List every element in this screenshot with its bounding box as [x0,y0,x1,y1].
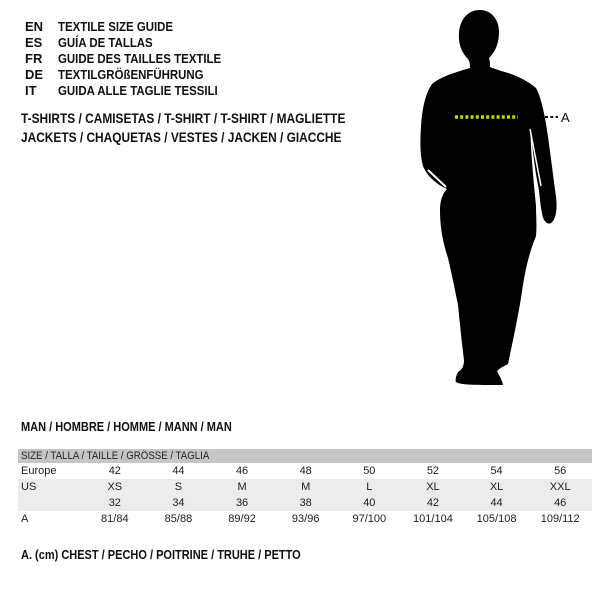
language-row-de [25,66,243,82]
size-cell: M [301,481,311,493]
category-line-tshirts: T-SHIRTS / CAMISETAS / T-SHIRT / T-SHIRT / MAGLIETTE [21,109,346,126]
category-line-jackets: JACKETS / CHAQUETAS / VESTES / JACKEN / GIACCHE [21,129,342,146]
man-silhouette [420,10,556,385]
size-cell: 97/100 [352,513,387,525]
size-cell: XL [426,481,440,493]
size-cell: 38 [299,497,312,509]
language-title: GUIDE DES TAILLES TEXTILE [58,50,222,66]
size-cell: 46 [554,497,567,509]
size-cell: 105/108 [476,513,517,525]
size-cell: XXL [549,481,571,493]
size-table-header: SIZE / TALLA / TAILLE / GRÖSSE / TAGLIA [18,449,592,463]
language-code: FR [25,50,43,66]
language-code: IT [25,82,37,98]
size-cell: S [174,481,183,493]
size-cell: 89/92 [228,513,256,525]
measure-label-a: A [561,110,570,125]
language-title-list [25,18,243,98]
size-cell: 48 [299,465,312,477]
size-cell: 44 [172,465,185,477]
size-cell: XS [107,481,123,493]
size-cell: 56 [554,465,567,477]
size-cell: 101/104 [413,513,453,525]
size-cell: 50 [363,465,376,477]
size-cell: 34 [172,497,185,509]
size-cell: 52 [426,465,440,477]
man-silhouette-svg [390,0,600,400]
size-cell: 40 [363,497,376,509]
language-code: DE [25,66,44,82]
table-row-europe [18,463,592,479]
table-row-us [18,479,592,495]
size-table [18,449,592,527]
size-cell: L [366,481,373,493]
language-row-en [25,18,243,34]
language-title: GUIDA ALLE TAGLIE TESSILI [58,82,218,98]
section-title-man: MAN / HOMBRE / HOMME / MANN / MAN [21,420,232,434]
row-label: US [21,481,37,493]
table-row-a-chest [18,511,592,527]
language-row-fr [25,50,243,66]
size-cell: 109/112 [540,513,580,525]
size-cell: 42 [426,497,440,509]
size-cell: XL [489,481,504,493]
size-cell: 81/84 [101,513,129,525]
language-row-es [25,34,243,50]
row-label: Europe [21,465,57,477]
language-title: TEXTILGRÖßENFÜHRUNG [58,66,204,82]
size-cell: 46 [235,465,249,477]
size-cell: 32 [108,497,121,509]
language-code: EN [25,18,44,34]
row-label: A [21,513,29,525]
size-cell: 42 [108,465,121,477]
size-cell: 85/88 [164,513,193,525]
size-cell: M [237,481,247,493]
size-cell: 93/96 [291,513,320,525]
size-cell: 36 [235,497,249,509]
size-cell: 54 [490,465,503,477]
garment-categories [21,108,403,147]
language-row-it [25,82,243,98]
table-row-numeric [18,495,592,511]
language-title: GUÍA DE TALLAS [58,34,153,50]
language-code: ES [25,34,43,50]
measure-legend-footnote: A. (cm) CHEST / PECHO / POITRINE / TRUHE / PETTO [21,548,301,562]
man-silhouette-figure [390,0,600,400]
size-cell: 44 [490,497,503,509]
language-title: TEXTILE SIZE GUIDE [58,18,174,34]
